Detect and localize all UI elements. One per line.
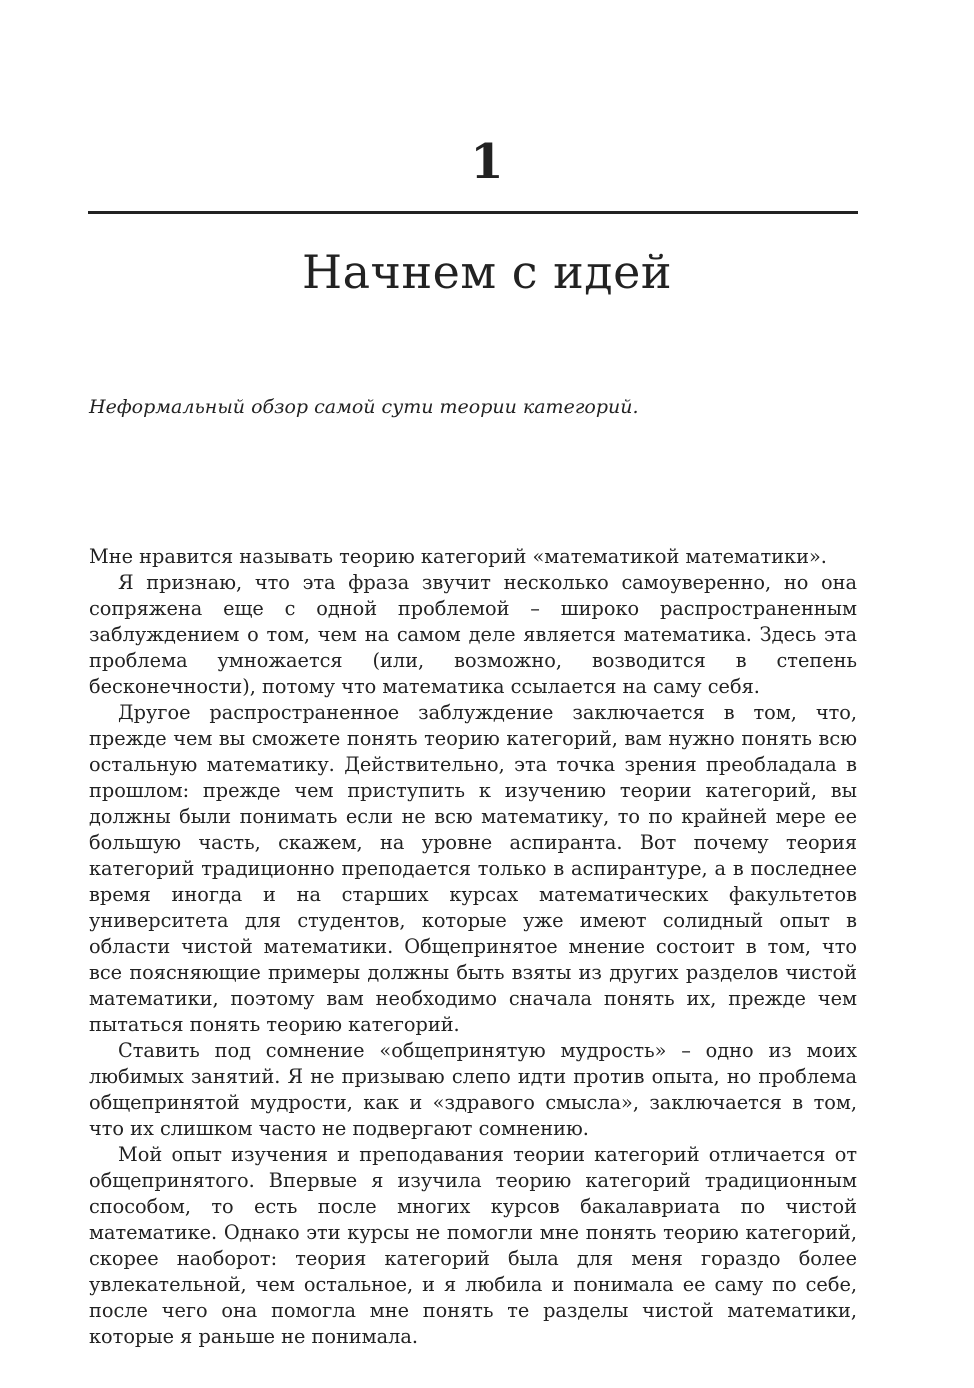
- chapter-divider: [88, 211, 858, 214]
- chapter-title: Начнем с идей: [302, 245, 672, 299]
- paragraph-5: Мой опыт изучения и преподавания теории категорий отличается от общепринятого. Впервые я изучила теорию категорий традиционным способом, то есть после многих курсов бакалавриата по чистой математике. Однако эти курсы не помогли мне понять теорию категорий, скорее наоборот: теория категорий была для меня гораздо более увлекательной, чем остальное, и я любила и понимала ее саму по себе, после чего она помогла мне понять те разделы чистой математики, которые я раньше не понимала.: [89, 1143, 857, 1348]
- chapter-epigraph: Неформальный обзор самой сути теории категорий.: [89, 396, 639, 418]
- paragraph-4: Ставить под сомнение «общепринятую мудрость» – одно из моих любимых занятий. Я не призываю слепо идти против опыта, но проблема общепринятой мудрости, как и «здравого смысла», заключается в том, что их слишком часто не подвергают сомнению.: [89, 1039, 857, 1140]
- paragraph-2: Я признаю, что эта фраза звучит несколько самоуверенно, но она сопряжена еще с одной проблемой – широко распространенным заблуждением о том, чем на самом деле является математика. Здесь эта проблема умножается (или, возможно, возводится в степень бесконечности), потому что математика ссылается на саму себя.: [89, 571, 857, 698]
- chapter-number: 1: [470, 134, 504, 190]
- chapter-body: [89, 544, 857, 1350]
- paragraph-1: Мне нравится называть теорию категорий «математикой математики».: [89, 545, 827, 568]
- paragraph-3: Другое распространенное заблуждение заключается в том, что, прежде чем вы сможете понять теорию категорий, вам нужно понять всю остальную математику. Действительно, эта точка зрения преобладала в прошлом: прежде чем приступить к изучению теории категорий, вы должны были понимать если не всю математику, то по крайней мере ее большую часть, скажем, на уровне аспиранта. Вот почему теория категорий традиционно преподается только в аспирантуре, а в последнее время иногда и на старших курсах математических факультетов университета для студентов, которые уже имеют солидный опыт в области чистой математики. Общепринятое мнение состоит в том, что все поясняющие примеры должны быть взяты из других разделов чистой математики, поэтому вам необходимо сначала понять их, прежде чем пытаться понять теорию категорий.: [89, 701, 857, 1036]
